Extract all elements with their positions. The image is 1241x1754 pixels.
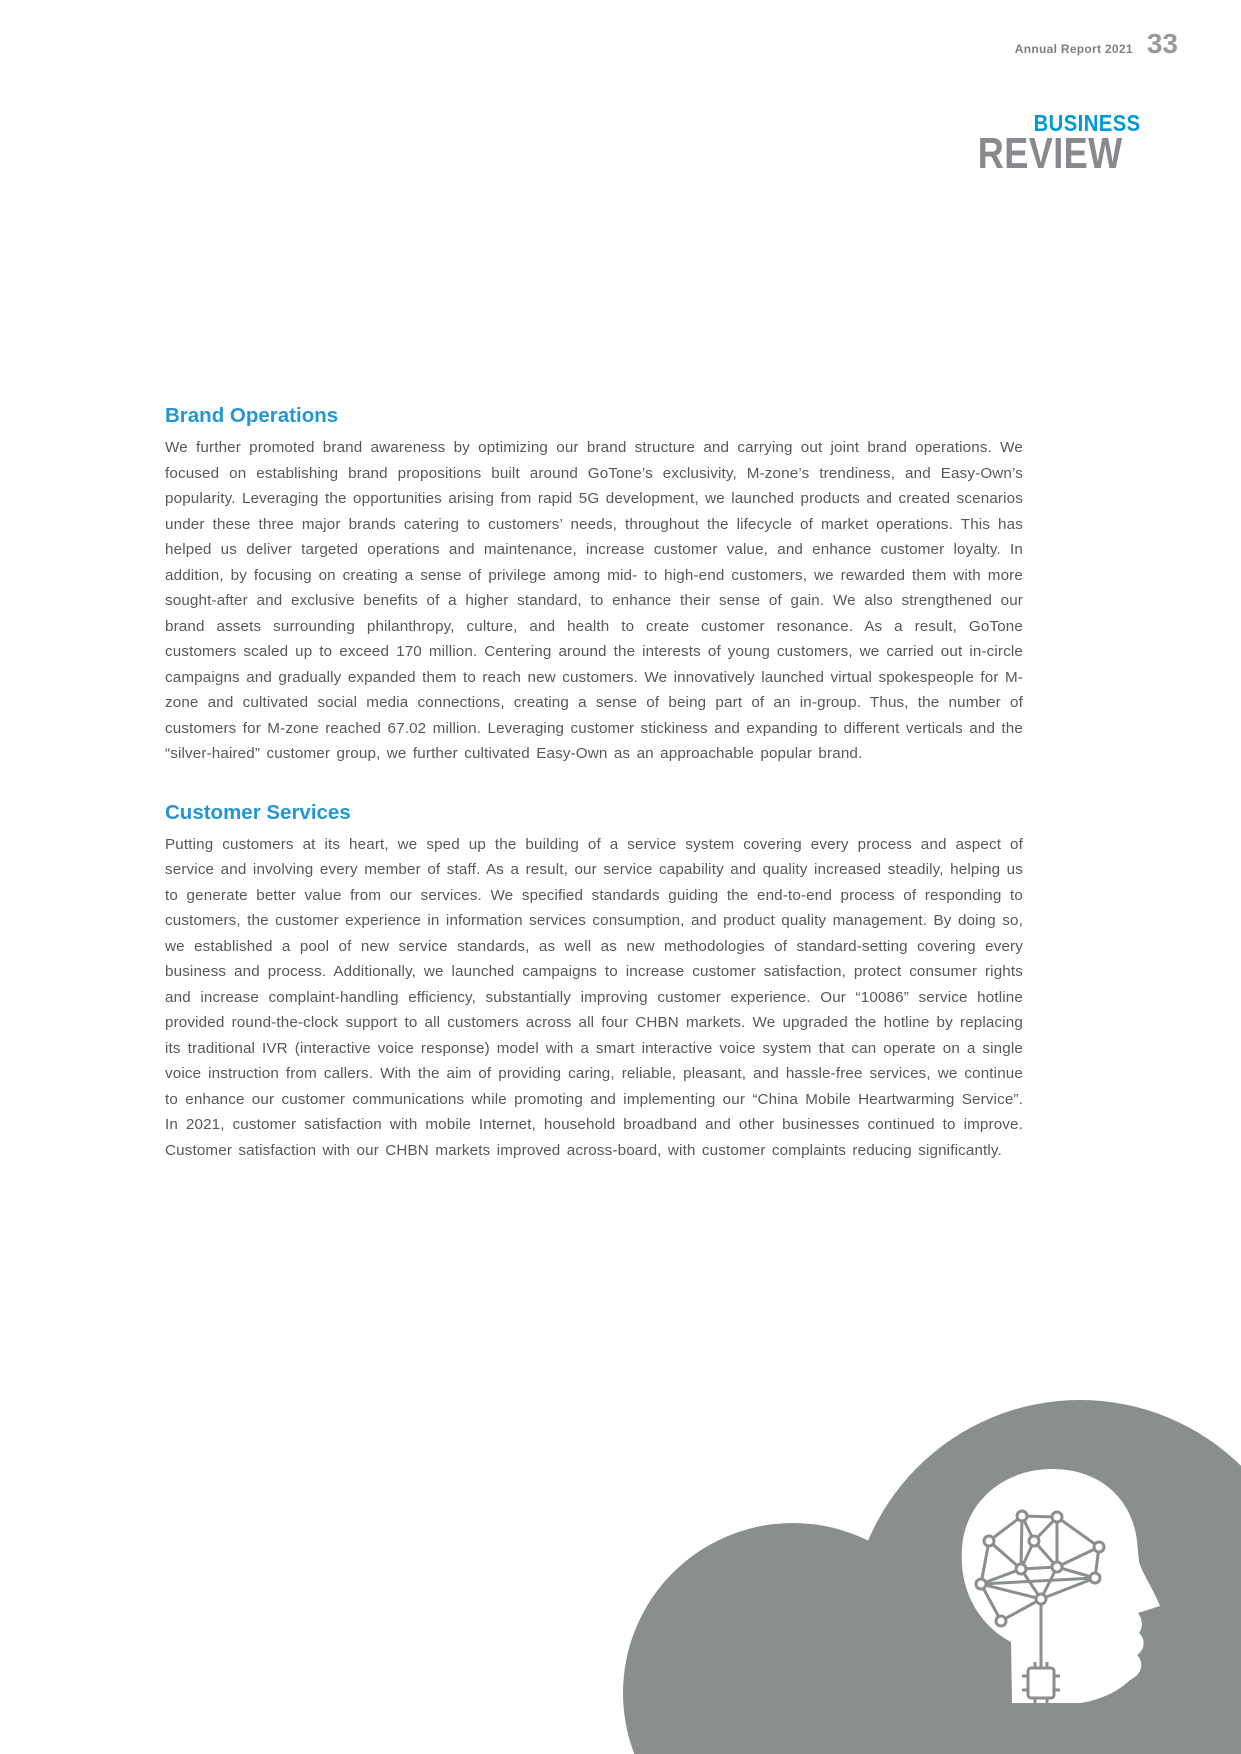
section-heading: Customer Services — [165, 800, 351, 824]
body-copy-column — [165, 404, 1023, 1163]
section-heading: Brand Operations — [165, 404, 339, 427]
section-brand-operations — [165, 404, 1023, 767]
cloud-graphic — [560, 1380, 1241, 1754]
chip-icon — [1022, 1662, 1060, 1704]
logo-business-wordmark: BUSINESS — [1033, 110, 1141, 136]
section-body: Putting customers at its heart, we sped up the building of a service system covering every process and aspect of service and involving every member of staff. As a result, our service capability and quality increased steadily, helping us to generate better value from our services. We specified standards guiding the end-to-end process of responding to customers, the customer experience in information services consumption, and product quality management. By doing so, we established a pool of new service standards, as well as new methodologies of standard-setting covering every business and process. Additionally, we launched campaigns to increase customer satisfaction, protect consumer rights and increase complaint-handling efficiency, substantially improving customer experience. Our “10086” service hotline provided round-the-clock support to all customers across all four CHBN markets. We upgraded the hotline by replacing its traditional IVR (interactive voice response) model with a smart interactive voice system that can operate on a single voice instruction from callers. With the aim of providing caring, reliable, pleasant, and hassle-free services, we continue to enhance our customer communications while promoting and implementing our “China Mobile Heartwarming Service”. In 2021, customer satisfaction with mobile Internet, household broadband and other businesses continued to improve. Customer satisfaction with our CHBN markets improved across-board, with customer complaints reducing significantly. — [165, 835, 1023, 1159]
report-title: Annual Report 2021 — [1014, 42, 1133, 56]
page-number: 33 — [1146, 28, 1178, 59]
logo-review-wordmark: REVIEW — [978, 129, 1123, 178]
section-customer-services — [165, 801, 1023, 1164]
running-header — [1015, 30, 1178, 58]
section-body: We further promoted brand awareness by optimizing our brand structure and carrying out joint brand operations. We focused on establishing brand propositions built around GoTone’s exclusivity, M-zone’s trendiness, and Easy-Own’s popularity. Leveraging the opportunities arising from rapid 5G development, we launched products and created scenarios under these three major brands catering to customers’ needs, throughout the lifecycle of market operations. This has helped us deliver targeted operations and maintenance, increase customer value, and enhance customer loyalty. In addition, by focusing on creating a sense of privilege among mid- to high-end customers, we rewarded them with more sought-after and exclusive benefits of a higher standard, to enhance their sense of gain. We also strengthened our brand assets surrounding philanthropy, culture, and health to create customer resonance. As a result, GoTone customers scaled up to exceed 170 million. Centering around the interests of young customers, we carried out in-circle campaigns and gradually expanded them to reach new customers. We innovatively launched virtual spokespeople for M-zone and cultivated social media connections, creating a sense of being part of an in-group. Thus, the number of customers for M-zone reached 67.02 million. Leveraging customer stickiness and expanding to different verticals and the “silver-haired” customer group, we further cultivated Easy-Own as an approachable popular brand. — [165, 439, 1023, 762]
